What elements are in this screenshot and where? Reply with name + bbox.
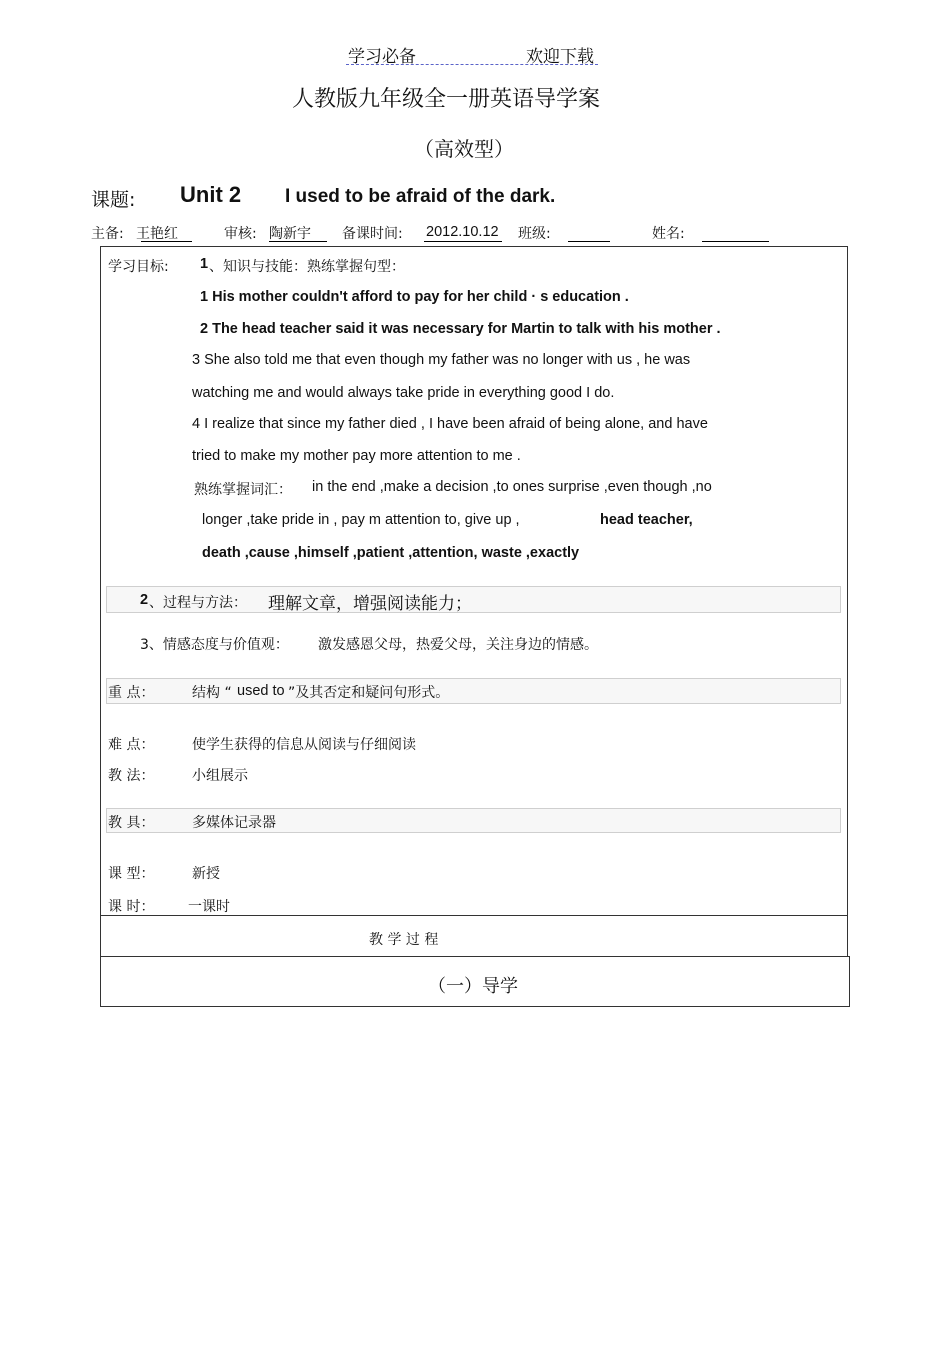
name-label: 姓名: bbox=[652, 226, 685, 242]
tools-text: 多媒体记录器 bbox=[192, 815, 276, 831]
header-right: 欢迎下载 bbox=[526, 47, 594, 67]
author-underline bbox=[141, 241, 192, 242]
vocab-line-3: death ,cause ,himself ,patient ,attention, waste ,exactly bbox=[202, 545, 580, 561]
class-label: 班级: bbox=[518, 226, 551, 242]
emotion-label: 3、情感态度与价值观： bbox=[140, 637, 289, 653]
key-en: used to bbox=[237, 683, 285, 699]
knowledge-label: 、知识与技能：熟练掌握句型： bbox=[209, 259, 405, 275]
date-label: 备课时间: bbox=[342, 226, 403, 242]
process-text: 理解文章，增强阅读能力； bbox=[268, 594, 472, 614]
sentence-3a: 3 She also told me that even though my father was no longer with us , he was bbox=[192, 352, 691, 368]
lesson-title: I used to be afraid of the dark. bbox=[285, 186, 556, 207]
difficult-text: 使学生获得的信息从阅读与仔细阅读 bbox=[192, 737, 416, 753]
hours-label: 课 时： bbox=[108, 899, 155, 915]
vocab-label: 熟练掌握词汇： bbox=[194, 482, 292, 498]
key-pre: 结构 “ bbox=[192, 685, 232, 701]
knowledge-num: 1 bbox=[200, 256, 209, 272]
name-blank[interactable] bbox=[702, 241, 769, 242]
difficult-label: 难 点： bbox=[108, 737, 155, 753]
doc-subtitle: （高效型） bbox=[414, 137, 514, 161]
reviewer-label: 审核: bbox=[224, 226, 257, 242]
process-header: 教 学 过 程 bbox=[369, 932, 439, 948]
method-label: 教 法： bbox=[108, 768, 155, 784]
process-num: 2 bbox=[140, 592, 149, 608]
lesson-unit: Unit 2 bbox=[180, 182, 242, 207]
header-divider bbox=[346, 64, 598, 65]
sentence-2: 2 The head teacher said it was necessary for Martin to talk with his mother . bbox=[200, 321, 721, 337]
lesson-label: 课题: bbox=[91, 189, 136, 211]
goals-label: 学习目标: bbox=[108, 259, 169, 275]
date-underline bbox=[424, 241, 502, 242]
type-label: 课 型： bbox=[108, 866, 155, 882]
doc-title: 人教版九年级全一册英语导学案 bbox=[292, 87, 601, 112]
reviewer-value: 陶新宇 bbox=[269, 226, 311, 242]
vocab-line-1: in the end ,make a decision ,to ones surprise ,even though ,no bbox=[312, 479, 712, 495]
section-1-title: （一）导学 bbox=[428, 976, 518, 997]
author-label: 主备: bbox=[91, 226, 124, 242]
key-label: 重 点： bbox=[108, 685, 155, 701]
sentence-1: 1 His mother couldn't afford to pay for her child · s education . bbox=[200, 289, 629, 305]
key-post: ”及其否定和疑问句形式。 bbox=[288, 685, 450, 701]
sentence-3b: watching me and would always take pride in everything good I do. bbox=[192, 385, 615, 401]
author-value: 王艳红 bbox=[136, 226, 178, 242]
vocab-line-2a: longer ,take pride in , pay m attention to, give up , bbox=[202, 512, 520, 528]
hours-text: 一课时 bbox=[188, 899, 230, 915]
method-text: 小组展示 bbox=[192, 768, 248, 784]
sentence-4b: tried to make my mother pay more attention to me . bbox=[192, 448, 521, 464]
type-text: 新授 bbox=[192, 866, 220, 882]
tools-label: 教 具： bbox=[108, 815, 155, 831]
vocab-line-2b: head teacher, bbox=[600, 512, 693, 528]
reviewer-underline bbox=[269, 241, 327, 242]
sentence-4a: 4 I realize that since my father died , I have been afraid of being alone, and have bbox=[192, 416, 708, 432]
header-left: 学习必备 bbox=[348, 47, 416, 67]
class-blank[interactable] bbox=[568, 241, 610, 242]
process-label: 、过程与方法： bbox=[149, 595, 247, 611]
emotion-text: 激发感恩父母，热爱父母，关注身边的情感。 bbox=[318, 637, 598, 653]
process-header-row bbox=[100, 915, 848, 957]
date-value: 2012.10.12 bbox=[426, 224, 499, 240]
